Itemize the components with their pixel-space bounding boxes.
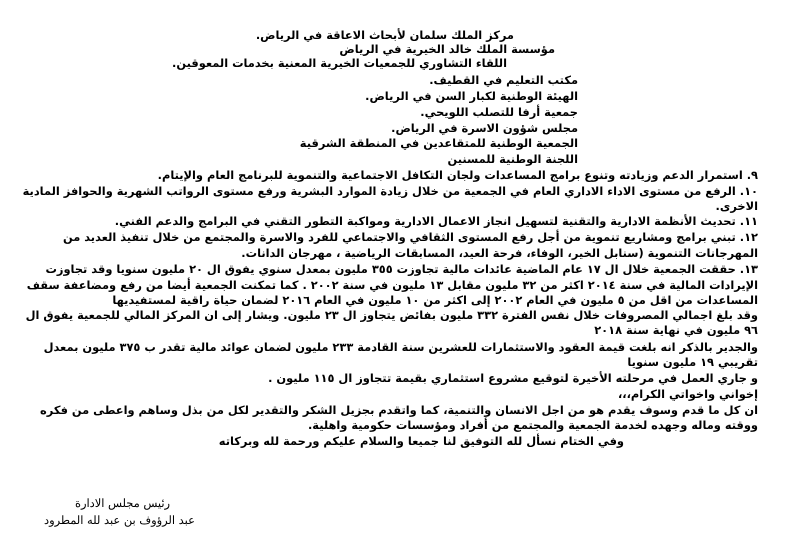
- paragraph-line: الإيرادات المالية في سنة ٢٠١٤ اكثر من ٣٢ مليون مقابل ١٣ مليون في سنة ٢٠٠٢ . كما تمكنت الجمعية أيضا من رفع ومضاعفة سقف: [26, 278, 758, 292]
- paragraph-line: وفي الختام نسأل لله التوفيق لنا جميعا والسلام عليكم ورحمة لله وبركاته: [218, 434, 624, 448]
- list-item: اللجنة الوطنية للمسنين: [447, 152, 578, 166]
- signature-name: عبد الرؤوف بن عبد لله المطرود: [44, 513, 195, 527]
- list-item: الهيئة الوطنية لكبار السن في الرياض.: [365, 89, 578, 103]
- list-item: الجمعية الوطنية للمتقاعدين في المنطقة الشرقية: [299, 136, 578, 150]
- paragraph-line: ان كل ما قدم وسوف يقدم هو من اجل الانسان والتنمية، كما واتقدم بجزيل الشكر والتقدير لكل من بذل وساهم واعطى من فكره: [40, 403, 758, 417]
- paragraph-line: إخواني واخواتي الكرام،،،: [617, 387, 758, 401]
- paragraph-line: ١١. تحديث الأنظمة الادارية والتقنية لتسهيل انجاز الاعمال الادارية ومواكبة التطور التقني في البرامج والدعم الفني.: [114, 214, 758, 228]
- paragraph-line: ٩. استمرار الدعم وزيادته وتنوع برامج المساعدات ولجان التكافل الاجتماعية والتنموية للبرنامج العام والإيتام.: [157, 168, 758, 182]
- list-item: مركز الملك سلمان لأبحاث الاعاقة في الرياض.: [255, 28, 514, 42]
- paragraph-line: ١٠. الرفع من مستوى الاداء الاداري العام في الجمعية من خلال زيادة الموارد البشرية ورفع مستوى الرواتب الشهرية والحوافز المادية: [22, 184, 758, 198]
- paragraph-line: ١٣. حققت الجمعية خلال ال ١٧ عام الماضية عائدات مالية تجاوزت ٣٥٥ مليون بمعدل سنوي يفوق ال ٢٠ مليون سنويا وقد تجاوزت: [45, 262, 758, 276]
- paragraph-line: ١٢. تبني برامج ومشاريع تنموية من أجل رفع المستوى الثقافي والاجتماعي للفرد والاسرة والمجتمع من خلال تنفيذ العديد من: [62, 230, 758, 244]
- paragraph-line: ووقته وماله وجهده لخدمة الجمعية والمجتمع من أفراد ومؤسسات حكومية واهلية.: [307, 418, 758, 432]
- paragraph-line: تقريبي ١٩ مليون سنويا: [627, 355, 758, 369]
- paragraph-line: وقد بلغ اجمالي المصروفات خلال نفس الفترة ٣٣٢ مليون بفائض يتجاوز ال ٢٣ مليون. ويشار إلى ان المركز المالي للجمعية يفوق ال: [25, 308, 758, 322]
- list-item: مجلس شؤون الاسرة في الرياض.: [391, 121, 578, 135]
- paragraph-line: و جاري العمل في مرحلته الأخيرة لتوقيع مشروع استثماري بقيمة تتجاوز ال ١١٥ مليون .: [268, 371, 758, 385]
- paragraph-line: الاخرى.: [715, 199, 758, 213]
- list-item: مؤسسة الملك خالد الخيرية في الرياض: [339, 42, 555, 56]
- list-item: جمعية أرفا للتصلب اللويحي.: [420, 105, 578, 119]
- signature-title: رئيس مجلس الادارة: [75, 496, 170, 510]
- paragraph-line: ٩٦ مليون في نهاية سنة ٢٠١٨: [594, 323, 758, 337]
- paragraph-line: المهرجانات التنموية (سنابل الخير، الوفاء، فرحة العيد، المسابقات الرياضية ، مهرجان الدانات.: [241, 246, 758, 260]
- list-item: مكتب التعليم في القطيف.: [429, 73, 578, 87]
- list-item: اللقاء التشاوري للجمعيات الخيرية المعنية بخدمات المعوقين.: [172, 56, 507, 70]
- paragraph-line: والجدير بالذكر انه بلغت قيمة العقود والاستثمارات للعشرين سنة القادمة ٢٣٣ مليون لضمان عوائد مالية تقدر ب ٣٧٥ مليون بمعدل: [43, 340, 758, 354]
- paragraph-line: المساعدات من اقل من ٥ مليون في العام ٢٠٠٢ إلى اكثر من ١٠ مليون في العام ٢٠١٦ لضمان حياة راقية لمستفيديها: [112, 293, 758, 307]
